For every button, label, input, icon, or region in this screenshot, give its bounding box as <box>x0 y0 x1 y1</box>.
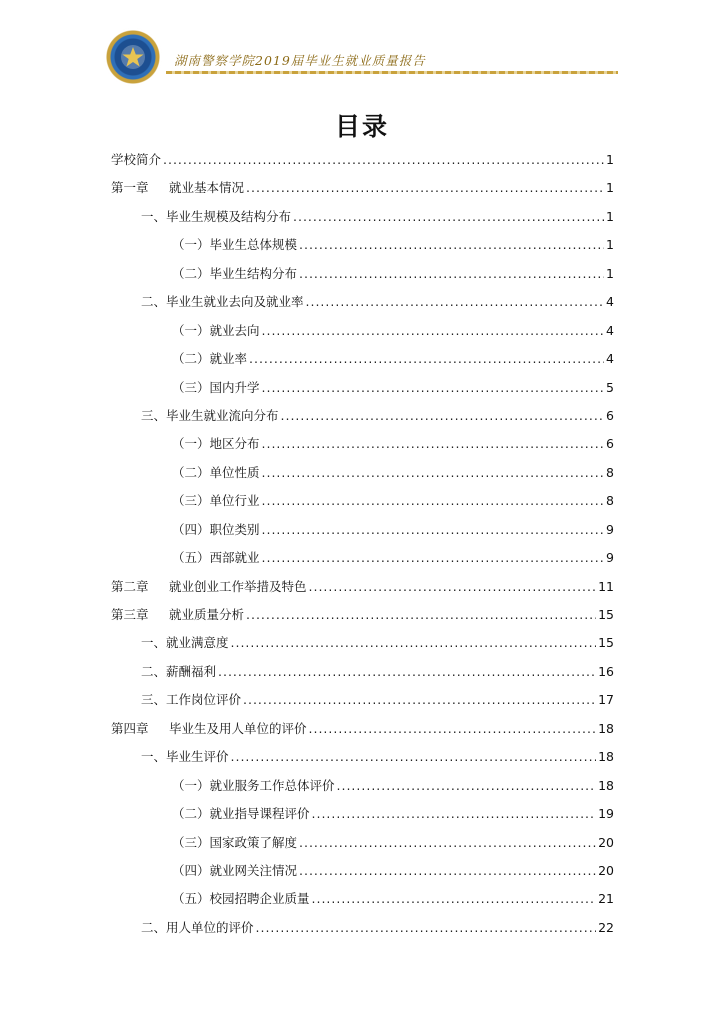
toc-entry-label: （五）校园招聘企业质量 <box>172 891 310 907</box>
toc-page-number: 19 <box>598 806 614 822</box>
toc-entry-label: （五）西部就业 <box>172 550 260 566</box>
toc-entry-label: （二）就业指导课程评价 <box>172 806 310 822</box>
toc-entry[interactable] <box>111 345 614 373</box>
toc-leader-dots <box>312 885 597 913</box>
toc-leader-dots <box>249 345 604 373</box>
toc-page-number: 11 <box>598 578 614 594</box>
toc-page-number: 18 <box>598 777 614 793</box>
toc-page-number: 5 <box>606 379 614 395</box>
toc-entry[interactable] <box>111 885 614 913</box>
toc-entry-title <box>172 231 297 259</box>
toc-entry[interactable] <box>111 288 614 316</box>
toc-page-number: 18 <box>598 720 614 736</box>
toc-entry-label: （三）单位行业 <box>172 493 260 509</box>
toc-entry-label: （三）国家政策了解度 <box>172 834 298 850</box>
toc-chapter-number: 第一章 <box>111 180 149 196</box>
toc-entry-title <box>111 601 244 629</box>
toc-entry-title <box>111 715 307 743</box>
toc-leader-dots <box>231 629 597 657</box>
toc-entry-label: （一）毕业生总体规模 <box>172 237 298 253</box>
toc-page-number: 1 <box>606 208 614 224</box>
toc-page-number: 1 <box>606 237 614 253</box>
toc-entry-label: （二）单位性质 <box>172 464 260 480</box>
toc-page-number: 21 <box>598 891 614 907</box>
toc-entry-label: 就业基本情况 <box>169 180 245 196</box>
toc-page-number: 4 <box>606 351 614 367</box>
toc-entry-label: 毕业生及用人单位的评价 <box>169 720 307 736</box>
toc-entry[interactable] <box>111 772 614 800</box>
toc-entry[interactable] <box>111 573 614 601</box>
toc-entry-title <box>172 800 310 828</box>
toc-entry-label: （一）就业服务工作总体评价 <box>172 777 335 793</box>
toc-entry-title <box>172 260 297 288</box>
toc-entry[interactable] <box>111 829 614 857</box>
toc-entry-label: 三、毕业生就业流向分布 <box>141 407 279 423</box>
toc-entry[interactable] <box>111 857 614 885</box>
toc-leader-dots <box>163 146 604 174</box>
toc-entry-label: （一）地区分布 <box>172 436 260 452</box>
toc-leader-dots <box>262 516 604 544</box>
toc-leader-dots <box>243 686 596 714</box>
toc-page-number: 6 <box>606 407 614 423</box>
toc-leader-dots <box>312 800 597 828</box>
toc-leader-dots <box>246 601 596 629</box>
toc-page-number: 8 <box>606 464 614 480</box>
toc-title: 目录 <box>334 112 389 141</box>
toc-entry-title <box>172 544 260 572</box>
toc-leader-dots <box>306 288 604 316</box>
report-header-title: 湖南警察学院2019届毕业生就业质量报告 <box>174 53 426 68</box>
toc-page-number: 1 <box>606 265 614 281</box>
toc-leader-dots <box>262 374 604 402</box>
toc-entry-title <box>172 772 335 800</box>
toc-entry[interactable] <box>111 544 614 572</box>
toc-entry[interactable] <box>111 914 614 942</box>
toc-chapter-number: 第二章 <box>111 578 149 594</box>
toc-page-number: 20 <box>598 834 614 850</box>
toc-chapter-number: 第三章 <box>111 607 149 622</box>
toc-entry-label: 就业质量分析 <box>169 607 245 622</box>
college-emblem-icon <box>104 28 162 86</box>
toc-leader-dots <box>231 743 597 771</box>
toc-entry[interactable] <box>111 260 614 288</box>
toc-page-number: 1 <box>606 180 614 196</box>
toc-entry-label: 三、工作岗位评价 <box>141 692 242 708</box>
toc-entry-title <box>172 345 247 373</box>
toc-entry[interactable] <box>111 146 614 174</box>
header-divider <box>166 71 618 74</box>
toc-entry[interactable] <box>111 743 614 771</box>
page-header <box>104 28 618 88</box>
toc-entry-title <box>141 743 229 771</box>
toc-leader-dots <box>309 715 597 743</box>
toc-entry[interactable] <box>111 601 614 629</box>
toc-entry-label: 一、毕业生评价 <box>141 749 229 765</box>
toc-page-number: 9 <box>606 550 614 566</box>
toc-entry-title <box>141 402 279 430</box>
toc-entry-label: （三）国内升学 <box>172 379 260 395</box>
toc-page-number: 4 <box>606 294 614 310</box>
toc-entry-title <box>141 629 229 657</box>
toc-entry-label: （一）就业去向 <box>172 322 260 338</box>
toc-entry-title <box>141 288 304 316</box>
toc-chapter-number: 第四章 <box>111 720 149 736</box>
toc-entry-title <box>172 857 297 885</box>
toc-page-number: 18 <box>598 749 614 765</box>
toc-entry-title <box>141 203 291 231</box>
toc-entry[interactable] <box>111 487 614 515</box>
toc-entry-title <box>172 317 260 345</box>
toc-leader-dots <box>246 174 604 202</box>
toc-leader-dots <box>262 459 604 487</box>
toc-entry[interactable] <box>111 203 614 231</box>
toc-entry[interactable] <box>111 231 614 259</box>
toc-page-number: 4 <box>606 322 614 338</box>
toc-entry[interactable] <box>111 430 614 458</box>
toc-entry-title <box>141 658 216 686</box>
toc-page-number: 6 <box>606 436 614 452</box>
toc-leader-dots <box>299 829 596 857</box>
toc-entry-title <box>172 430 260 458</box>
toc-page-number: 9 <box>606 521 614 537</box>
table-of-contents <box>111 146 614 942</box>
toc-entry-title <box>111 174 244 202</box>
toc-page-number: 22 <box>598 919 614 935</box>
toc-leader-dots <box>337 772 597 800</box>
toc-leader-dots <box>299 231 604 259</box>
toc-leader-dots <box>262 544 604 572</box>
toc-entry-title <box>172 487 260 515</box>
toc-entry-label: 二、薪酬福利 <box>141 663 217 679</box>
toc-entry[interactable] <box>111 317 614 345</box>
toc-entry-title <box>172 885 310 913</box>
toc-entry-label: 学校简介 <box>111 152 162 167</box>
toc-entry-label: 就业创业工作举措及特色 <box>169 578 307 594</box>
toc-page-number: 15 <box>598 635 614 651</box>
toc-entry-label: （二）就业率 <box>172 351 248 367</box>
toc-leader-dots <box>262 487 604 515</box>
toc-entry-title <box>172 374 260 402</box>
toc-leader-dots <box>262 430 604 458</box>
toc-entry[interactable] <box>111 459 614 487</box>
toc-entry-label: 二、用人单位的评价 <box>141 919 254 935</box>
toc-entry[interactable] <box>111 516 614 544</box>
toc-entry[interactable] <box>111 715 614 743</box>
toc-page-number: 17 <box>598 692 614 708</box>
toc-leader-dots <box>309 573 597 601</box>
toc-leader-dots <box>218 658 596 686</box>
toc-entry[interactable] <box>111 402 614 430</box>
toc-entry-title <box>141 686 241 714</box>
toc-entry[interactable] <box>111 374 614 402</box>
toc-entry-label: 一、毕业生规模及结构分布 <box>141 208 292 224</box>
toc-leader-dots <box>281 402 604 430</box>
toc-entry-title <box>172 516 260 544</box>
toc-entry-title <box>172 829 297 857</box>
toc-entry-label: （四）职位类别 <box>172 521 260 537</box>
toc-entry-label: （四）就业网关注情况 <box>172 862 298 878</box>
toc-entry-label: （二）毕业生结构分布 <box>172 265 298 281</box>
toc-leader-dots <box>299 260 604 288</box>
toc-page-number: 15 <box>598 607 614 622</box>
toc-page-number: 20 <box>598 862 614 878</box>
toc-leader-dots <box>299 857 596 885</box>
toc-page-number: 8 <box>606 493 614 509</box>
toc-entry[interactable] <box>111 629 614 657</box>
toc-entry-title <box>172 459 260 487</box>
toc-leader-dots <box>262 317 604 345</box>
toc-entry-title <box>141 914 254 942</box>
toc-entry[interactable] <box>111 174 614 202</box>
toc-entry-title <box>111 146 161 174</box>
toc-entry[interactable] <box>111 800 614 828</box>
toc-leader-dots <box>256 914 597 942</box>
toc-page-number: 16 <box>598 663 614 679</box>
toc-entry-title <box>111 573 307 601</box>
toc-entry[interactable] <box>111 658 614 686</box>
toc-entry-label: 二、毕业生就业去向及就业率 <box>141 294 304 310</box>
toc-page-number: 1 <box>606 152 614 167</box>
toc-entry[interactable] <box>111 686 614 714</box>
toc-entry-label: 一、就业满意度 <box>141 635 229 651</box>
toc-leader-dots <box>293 203 604 231</box>
